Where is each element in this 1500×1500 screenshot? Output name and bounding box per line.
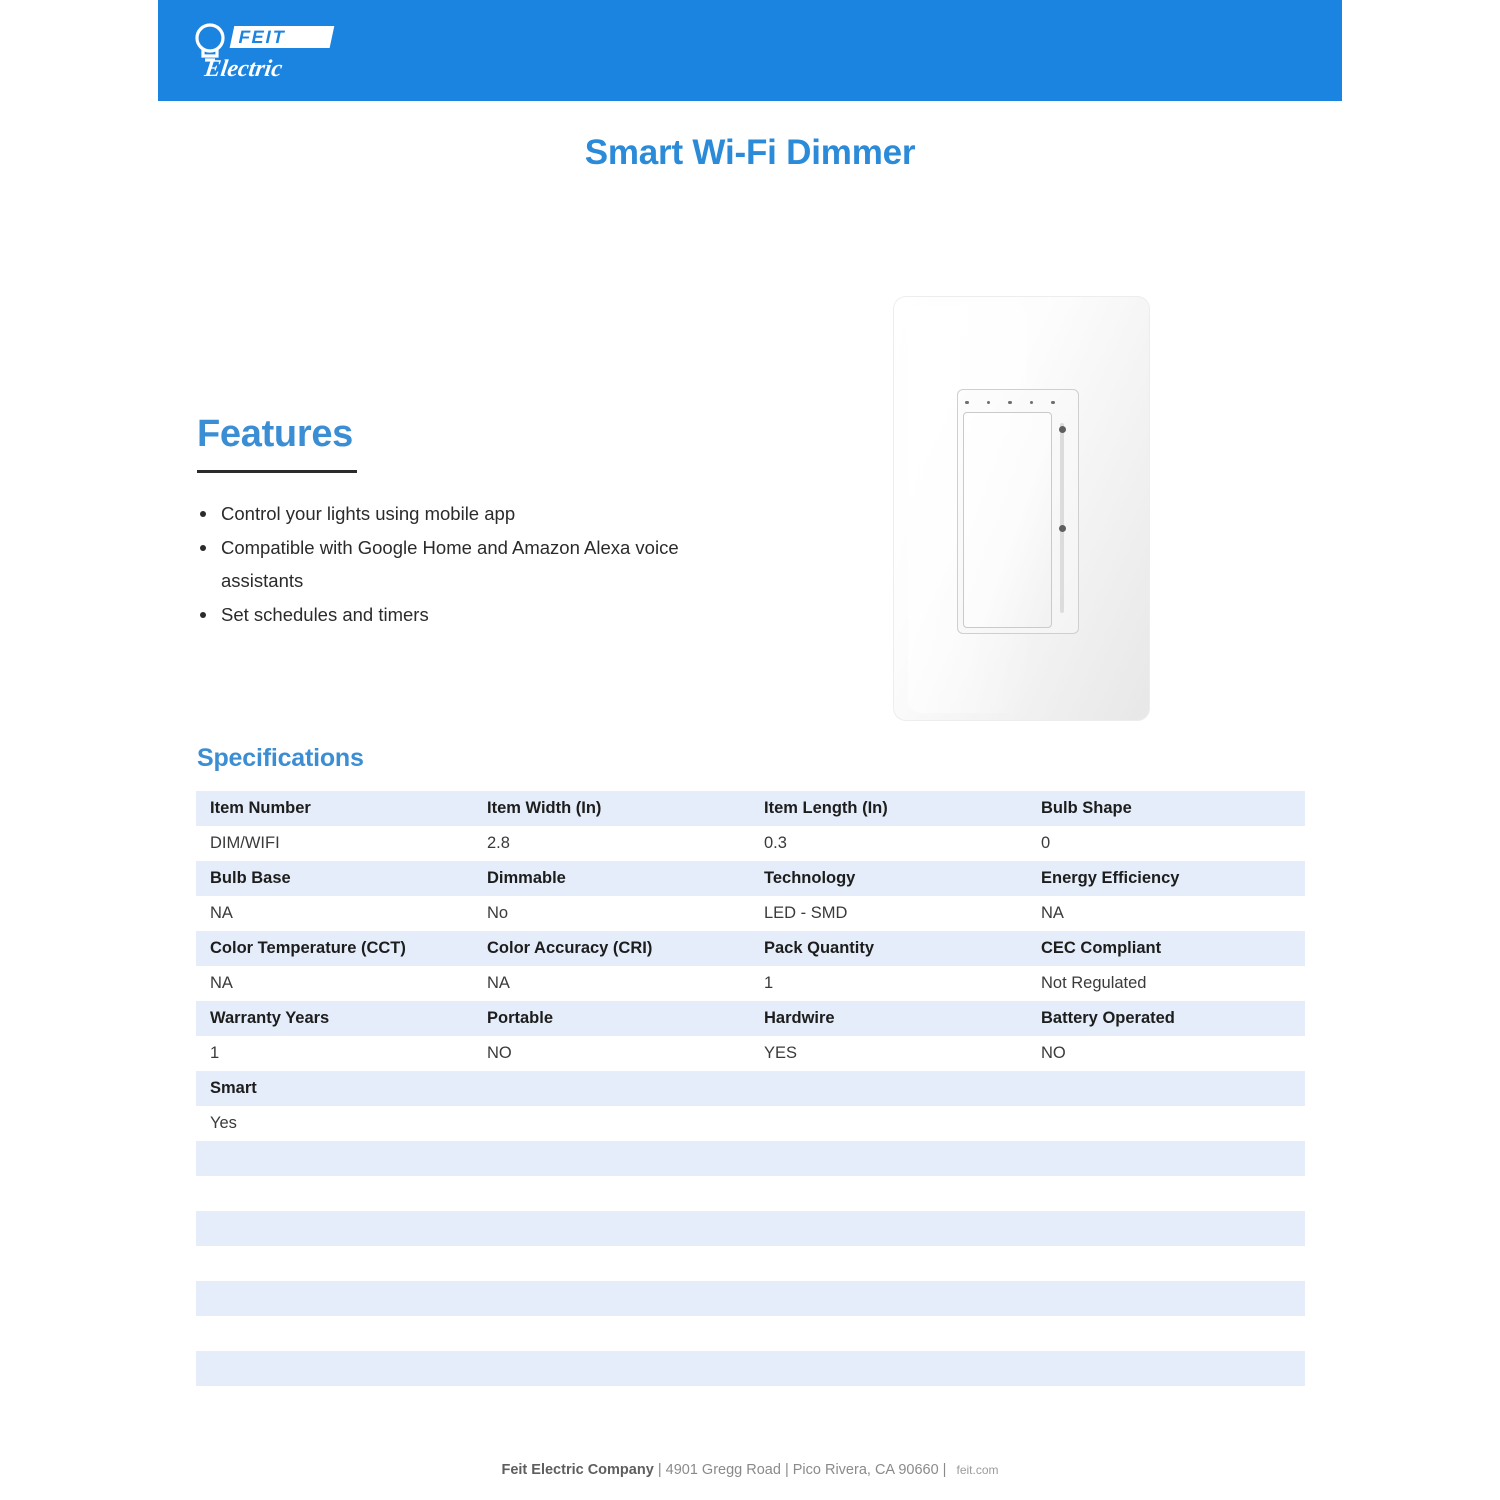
spec-header-cell [473,1211,750,1246]
spec-value-cell [750,1316,1027,1351]
spec-header-cell: Item Length (In) [764,799,888,817]
spec-header-cell [196,1141,473,1176]
spec-header-cell: Color Accuracy (CRI) [487,939,653,957]
spec-value-row [196,1036,1305,1071]
spec-header-cell: Color Temperature (CCT) [210,939,406,957]
spec-value-cell: NA [210,974,233,992]
spec-value-cell: Not Regulated [1041,974,1147,992]
led-indicator-icon [987,401,991,405]
spec-value-cell [473,1106,750,1141]
spec-value-cell: 0 [1041,834,1051,852]
spec-value-cell: NO [1041,1044,1066,1062]
features-section [197,415,757,632]
spec-header-cell [1027,1351,1305,1386]
spec-value-cell [196,1316,473,1351]
spec-value-cell [1027,1316,1305,1351]
spec-header-cell: Bulb Base [210,869,291,887]
spec-header-cell [196,1211,473,1246]
feature-item: Compatible with Google Home and Amazon Alexa voice assistants [197,531,697,598]
rocker-paddle [963,412,1052,628]
spec-header-cell: Energy Efficiency [1041,869,1180,887]
spec-value-cell [750,1386,1027,1421]
spec-value-cell [1027,1176,1305,1211]
spec-header-cell: Hardwire [764,1009,835,1027]
spec-value-cell [473,1176,750,1211]
spec-value-cell [1027,1106,1305,1141]
spec-header-cell [1027,1071,1305,1106]
spec-value-cell [473,1316,750,1351]
spec-header-cell [1027,1281,1305,1316]
footer-company: Feit Electric Company [501,1462,654,1478]
spec-header-cell [1027,1211,1305,1246]
spec-value-cell: LED - SMD [764,904,848,922]
spec-value-cell [196,1246,473,1281]
spec-value-cell [750,1246,1027,1281]
spec-header-row [196,791,1305,826]
spec-header-row [196,931,1305,966]
spec-header-cell [750,1281,1027,1316]
spec-header-cell: Smart [210,1079,257,1097]
dimmer-switch-frame [957,389,1079,634]
specifications-table [196,791,1305,1421]
led-indicator-icon [1008,401,1012,405]
spec-header-row [196,1281,1305,1316]
spec-value-cell: 2.8 [487,834,510,852]
spec-value-row [196,966,1305,1001]
dimmer-slider-top-mark [1059,426,1066,433]
dimmer-slider-track [1060,423,1064,613]
footer-separator: | [657,1462,662,1478]
spec-value-cell [750,1106,1027,1141]
spec-header-row [196,1141,1305,1176]
logo-artwork [188,18,348,84]
product-image [893,296,1150,721]
spec-value-row [196,826,1305,861]
spec-header-cell: Bulb Shape [1041,799,1132,817]
spec-header-cell: Dimmable [487,869,566,887]
spec-header-row [196,861,1305,896]
spec-value-row [196,1316,1305,1351]
led-indicator-row [965,397,1055,408]
spec-header-cell [196,1281,473,1316]
spec-header-cell: Item Width (In) [487,799,602,817]
spec-header-cell [473,1351,750,1386]
spec-header-cell: Technology [764,869,856,887]
spec-header-cell [473,1071,750,1106]
spec-header-row [196,1071,1305,1106]
feature-item: Control your lights using mobile app [197,497,697,531]
spec-value-cell: NO [487,1044,512,1062]
spec-value-row [196,896,1305,931]
spec-value-cell [473,1246,750,1281]
features-divider [197,470,357,473]
spec-value-cell: 0.3 [764,834,787,852]
dimmer-slider-thumb [1059,525,1066,532]
spec-header-cell: Pack Quantity [764,939,875,957]
spec-header-cell [473,1281,750,1316]
spec-value-cell [196,1176,473,1211]
spec-header-row [196,1211,1305,1246]
spec-header-cell: Item Number [210,799,311,817]
page-title: Smart Wi-Fi Dimmer [584,133,916,172]
spec-header-cell: Warranty Years [210,1009,330,1027]
brand-banner [158,0,1342,101]
spec-value-row [196,1176,1305,1211]
svg-text:FEIT: FEIT [236,27,289,47]
spec-value-cell [473,1386,750,1421]
footer-separator: | [784,1462,789,1478]
svg-text:Electric: Electric [203,56,284,82]
spec-header-cell [750,1351,1027,1386]
led-indicator-icon [965,401,969,405]
spec-value-row [196,1246,1305,1281]
spec-header-cell [750,1141,1027,1176]
spec-value-cell: Yes [210,1114,237,1132]
spec-value-cell: NA [487,974,510,992]
feature-item: Set schedules and timers [197,598,697,632]
spec-header-cell [196,1351,473,1386]
led-indicator-icon [1051,401,1055,405]
spec-header-cell: Portable [487,1009,554,1027]
footer-address: 4901 Gregg Road [665,1462,781,1478]
specifications-table-body [196,791,1305,1421]
features-list [197,497,757,632]
spec-value-cell [1027,1386,1305,1421]
spec-header-cell: CEC Compliant [1041,939,1162,957]
spec-value-cell [1027,1246,1305,1281]
spec-header-cell [1027,1141,1305,1176]
spec-value-cell: YES [764,1044,798,1062]
page-footer [0,1462,1500,1478]
spec-header-row [196,1351,1305,1386]
spec-header-row [196,1001,1305,1036]
spec-header-cell [750,1071,1027,1106]
footer-website-link[interactable]: feit.com [956,1463,999,1477]
spec-value-cell [196,1386,473,1421]
spec-value-cell: NA [1041,904,1064,922]
spec-value-cell: No [487,904,509,922]
feit-electric-logo [188,18,348,84]
spec-value-cell: DIM/WIFI [210,834,280,852]
spec-value-cell: NA [210,904,233,922]
spec-header-cell [473,1141,750,1176]
spec-header-cell: Battery Operated [1041,1009,1175,1027]
spec-value-row [196,1386,1305,1421]
spec-value-cell: 1 [764,974,774,992]
features-heading: Features [197,413,354,455]
specifications-heading: Specifications [197,744,364,772]
footer-city-state-zip: Pico Rivera, CA 90660 [792,1462,939,1478]
spec-value-cell: 1 [210,1044,220,1062]
led-indicator-icon [1030,401,1034,405]
spec-header-cell [750,1211,1027,1246]
footer-separator: | [942,1462,947,1478]
spec-value-cell [750,1176,1027,1211]
spec-value-row [196,1106,1305,1141]
